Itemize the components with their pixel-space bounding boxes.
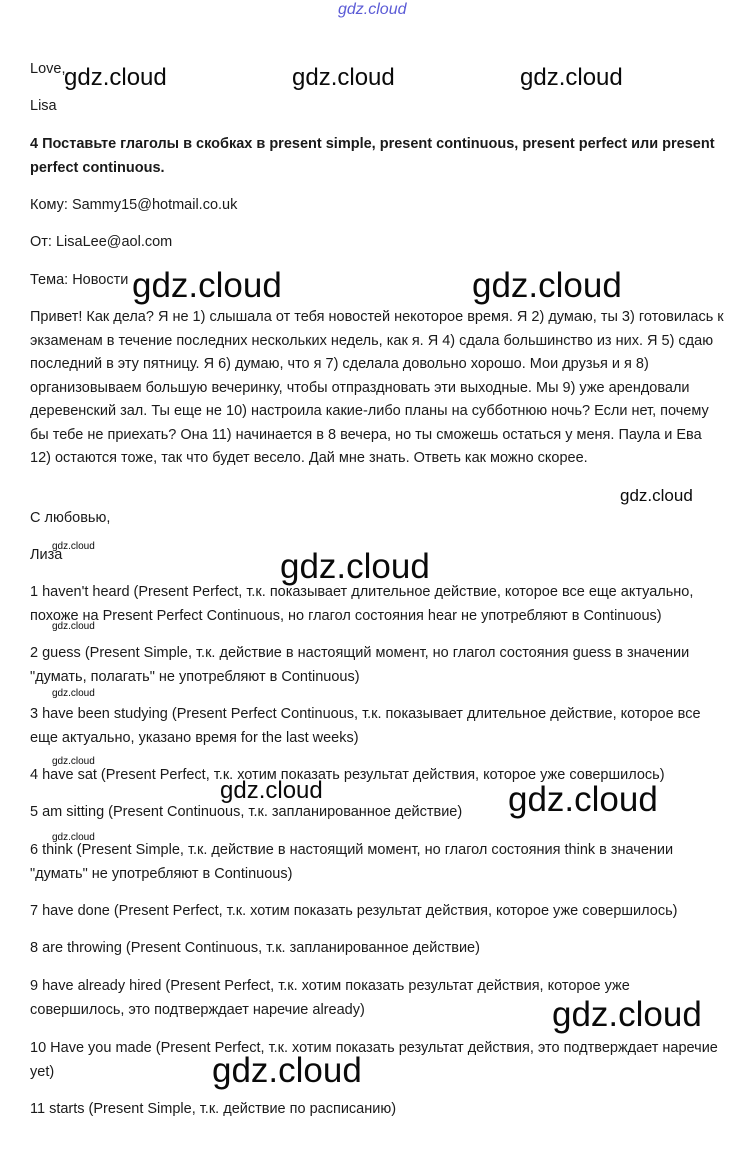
email-body: Привет! Как дела? Я не 1) слышала от тебя новостей некоторое время. Я 2) думаю, ты 3) готовилась к экзаменам в течение последних нескольких недель, как я. Я 4) сдала большинство из них. Я 5) сдаю последний в эту пятницу. Я 6) думаю, что я 7) сделала довольно хорошо. Мои друзья и я 8) организовываем большую вечеринку, чтобы отпраздновать эти выходные. Мы 9) уже арендовали деревенский зал. Ты еще не 10) настроила какие-либо планы на субботнюю ночь? Если нет, почему бы тебе не приехать? Она 11) начинается в 8 вечера, но ты сможешь остаться у меня. Паула и Ева 12) остаются тоже, так что будет весело. Дай мне знать. Ответь как можно скорее. [30,309,724,466]
watermark: gdz.cloud [280,547,430,586]
watermark: gdz.cloud [64,64,167,91]
answer-item: 6 think (Present Simple, т.к. действие в настоящий момент, но глагол состояния think в значении "думать" не употребляют в Continuous) [30,842,674,882]
watermark: gdz.cloud [220,777,323,804]
task-title: 4 Поставьте глаголы в скобках в present simple, present continuous, present perfect или present perfect continuous. [30,136,715,176]
email-closing: С любовью, [30,510,111,526]
letter-salutation: Love, [30,61,66,77]
answer-item: 7 have done (Present Perfect, т.к. хотим показать результат действия, которое уже совершилось) [30,903,678,919]
watermark: gdz.cloud [52,621,95,632]
watermark: gdz.cloud [52,688,95,699]
answer-item: 11 starts (Present Simple, т.к. действие по расписанию) [30,1101,397,1117]
letter-signature: Lisa [30,98,57,114]
watermark: gdz.cloud [552,995,702,1034]
answer-item: 2 guess (Present Simple, т.к. действие в настоящий момент, но глагол состояния guess в значении "думать, полагать" не употребляют в Continuous) [30,645,690,685]
watermark: gdz.cloud [52,832,95,843]
email-signature: Лиза [30,547,63,563]
watermark: gdz.cloud [620,486,693,505]
watermark: gdz.cloud [212,1051,362,1090]
watermark: gdz.cloud [52,756,95,767]
answer-item: 8 are throwing (Present Continuous, т.к. запланированное действие) [30,940,480,956]
email-to: Кому: Sammy15@hotmail.co.uk [30,197,238,213]
answer-item: 5 am sitting (Present Continuous, т.к. запланированное действие) [30,804,463,820]
email-subject: Тема: Новости [30,272,129,288]
answer-item: 1 haven't heard (Present Perfect, т.к. показывает длительное действие, которое все еще актуально, похоже на Present Perfect Continuous, но глагол состояния hear не употребляют в Continuous) [30,584,694,624]
watermark: gdz.cloud [132,266,282,305]
watermark: gdz.cloud [472,266,622,305]
watermark: gdz.cloud [52,541,95,552]
watermark: gdz.cloud [520,64,623,91]
header-watermark: gdz.cloud [338,1,407,18]
watermark: gdz.cloud [292,64,395,91]
answer-item: 10 Have you made (Present Perfect, т.к. хотим показать результат действия, это подтверждает наречие yet) [30,1040,718,1080]
answer-item: 4 have sat (Present Perfect, т.к. хотим показать результат действия, которое уже совершилось) [30,767,665,783]
answer-item: 3 have been studying (Present Perfect Continuous, т.к. показывает длительное действие, которое все еще актуально, указано время for the last weeks) [30,706,701,746]
watermark: gdz.cloud [508,780,658,819]
answer-item: 9 have already hired (Present Perfect, т.к. хотим показать результат действия, которое уже совершилось, это подтверждает наречие already) [30,978,630,1018]
email-from: От: LisaLee@aol.com [30,234,173,250]
